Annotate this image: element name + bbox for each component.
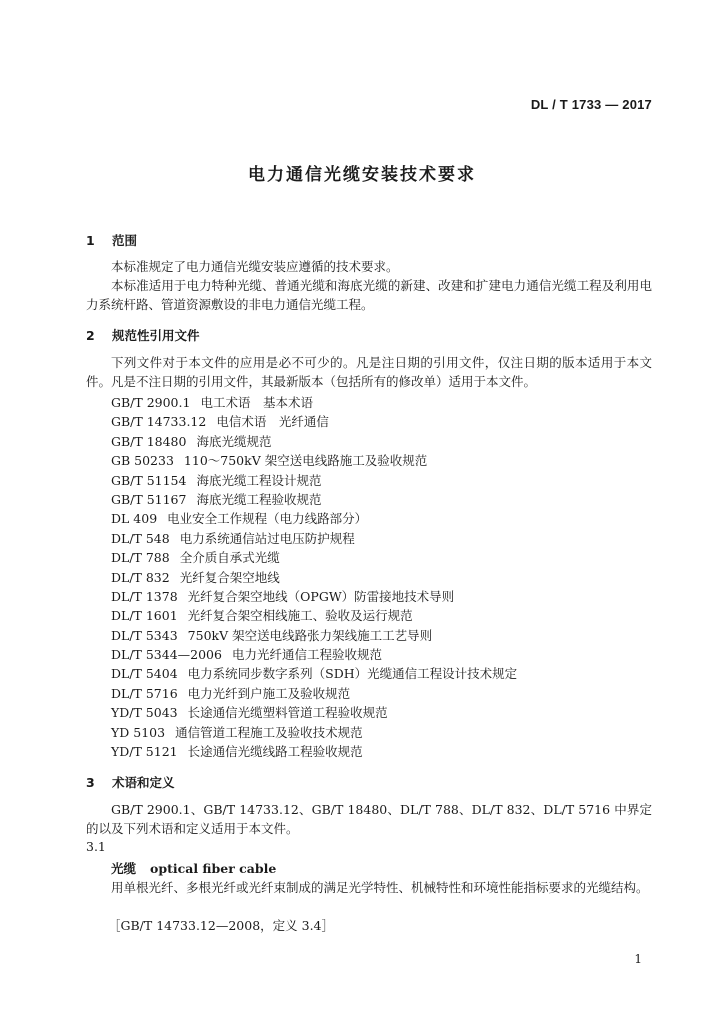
reference-item xyxy=(111,490,517,509)
reference-item xyxy=(111,393,517,412)
reference-code: GB/T 51167 xyxy=(111,491,187,507)
reference-item xyxy=(111,664,517,683)
section-2-title: 规范性引用文件 xyxy=(112,328,200,343)
reference-title: 全介质自承式光缆 xyxy=(179,550,280,566)
reference-code: GB/T 2900.1 xyxy=(111,395,191,410)
reference-title: 电力系统同步数字系列（SDH）光缆通信工程设计技术规定 xyxy=(187,666,518,682)
document-code: DL / T 1733 — 2017 xyxy=(530,97,652,112)
reference-item xyxy=(111,412,517,431)
reference-code: YD/T 5121 xyxy=(111,744,178,760)
reference-item xyxy=(111,645,517,664)
reference-item xyxy=(111,432,517,451)
section-3-title: 术语和定义 xyxy=(112,775,175,790)
reference-title: 海底光缆规范 xyxy=(196,433,272,449)
reference-code: DL/T 5344—2006 xyxy=(111,647,222,663)
reference-item xyxy=(111,529,517,548)
reference-title: 电力系统通信站过电压防护规程 xyxy=(179,530,355,546)
reference-title: 海底光缆工程验收规范 xyxy=(196,491,322,507)
reference-title: 长途通信光缆塑料管道工程验收规范 xyxy=(187,705,388,721)
reference-item xyxy=(111,568,517,587)
reference-code: DL/T 788 xyxy=(111,550,170,566)
reference-title: 海底光缆工程设计规范 xyxy=(196,472,322,488)
reference-code: DL/T 1378 xyxy=(111,588,178,604)
reference-item xyxy=(111,471,517,490)
reference-title: 电业安全工作规程（电力线路部分） xyxy=(167,511,368,527)
reference-code: DL/T 548 xyxy=(111,530,170,546)
reference-item xyxy=(111,703,517,722)
term-3-1-name-cn: 光缆 xyxy=(111,861,137,876)
reference-title: 电工术语 基本术语 xyxy=(200,395,313,410)
reference-item xyxy=(111,606,517,625)
scope-paragraph-2: 本标准适用于电力特种光缆、普通光缆和海底光缆的新建、改建和扩建电力通信光缆工程及利用电力系统杆路、管道资源敷设的非电力通信光缆工程。 xyxy=(86,278,652,312)
reference-code: GB 50233 xyxy=(111,453,174,469)
reference-item xyxy=(111,451,517,470)
reference-title: 电力光纤到户施工及验收规范 xyxy=(187,685,351,701)
reference-code: DL/T 1601 xyxy=(111,608,178,624)
reference-code: YD/T 5043 xyxy=(111,705,178,721)
term-3-1-number: 3.1 xyxy=(86,839,106,854)
reference-title: 通信管道工程施工及验收技术规范 xyxy=(175,724,363,740)
reference-title: 电信术语 光纤通信 xyxy=(216,414,329,430)
reference-title: 长途通信光缆线路工程验收规范 xyxy=(187,744,363,760)
reference-title: 750kV 架空送电线路张力架线施工工艺导则 xyxy=(187,627,433,643)
term-3-1-name-en: optical fiber cable xyxy=(150,861,277,876)
section-2-number: 2 xyxy=(86,328,95,343)
section-1-heading xyxy=(86,231,137,249)
reference-item xyxy=(111,626,517,645)
reference-code: DL 409 xyxy=(111,511,158,527)
section-1-title: 范围 xyxy=(112,233,138,248)
reference-item xyxy=(111,548,517,567)
reference-code: GB/T 14733.12 xyxy=(111,414,207,430)
reference-item xyxy=(111,723,517,742)
section-3-number: 3 xyxy=(86,775,95,790)
reference-code: YD 5103 xyxy=(111,724,166,740)
terms-intro-paragraph: GB/T 2900.1、GB/T 14733.12、GB/T 18480、DL/T 788、DL/T 832、DL/T 5716 中界定的以及下列术语和定义适用于本文件。 xyxy=(86,802,652,836)
page-number: 1 xyxy=(634,952,642,966)
reference-code: DL/T 5716 xyxy=(111,685,178,701)
section-3-heading xyxy=(86,773,175,791)
reference-code: GB/T 51154 xyxy=(111,472,187,488)
reference-code: DL/T 832 xyxy=(111,569,170,585)
document-title: 电力通信光缆安装技术要求 xyxy=(248,165,476,185)
reference-code: DL/T 5343 xyxy=(111,627,178,643)
reference-title: 电力光纤通信工程验收规范 xyxy=(231,647,382,663)
reference-item xyxy=(111,509,517,528)
normative-references-list xyxy=(111,393,517,761)
reference-code: GB/T 18480 xyxy=(111,433,187,449)
reference-item xyxy=(111,684,517,703)
term-3-1-source: ［GB/T 14733.12—2008，定义 3.4］ xyxy=(108,918,335,933)
section-2-heading xyxy=(86,326,200,344)
refs-intro-paragraph: 下列文件对于本文件的应用是必不可少的。凡是注日期的引用文件，仅注日期的版本适用于本文件。凡是不注日期的引用文件，其最新版本（包括所有的修改单）适用于本文件。 xyxy=(86,355,652,389)
term-3-1-definition: 用单根光纤、多根光纤或光纤束制成的满足光学特性、机械特性和环境性能指标要求的光缆结构。 xyxy=(111,880,649,895)
reference-item xyxy=(111,742,517,761)
scope-paragraph-1: 本标准规定了电力通信光缆安装应遵循的技术要求。 xyxy=(111,259,399,274)
reference-title: 110～750kV 架空送电线路施工及验收规范 xyxy=(183,453,428,469)
reference-title: 光纤复合架空地线（OPGW）防雷接地技术导则 xyxy=(187,588,455,604)
reference-title: 光纤复合架空相线施工、验收及运行规范 xyxy=(187,608,413,624)
reference-title: 光纤复合架空地线 xyxy=(179,569,280,585)
section-1-number: 1 xyxy=(86,233,95,248)
reference-code: DL/T 5404 xyxy=(111,666,178,682)
reference-item xyxy=(111,587,517,606)
term-3-1-name xyxy=(111,859,276,877)
